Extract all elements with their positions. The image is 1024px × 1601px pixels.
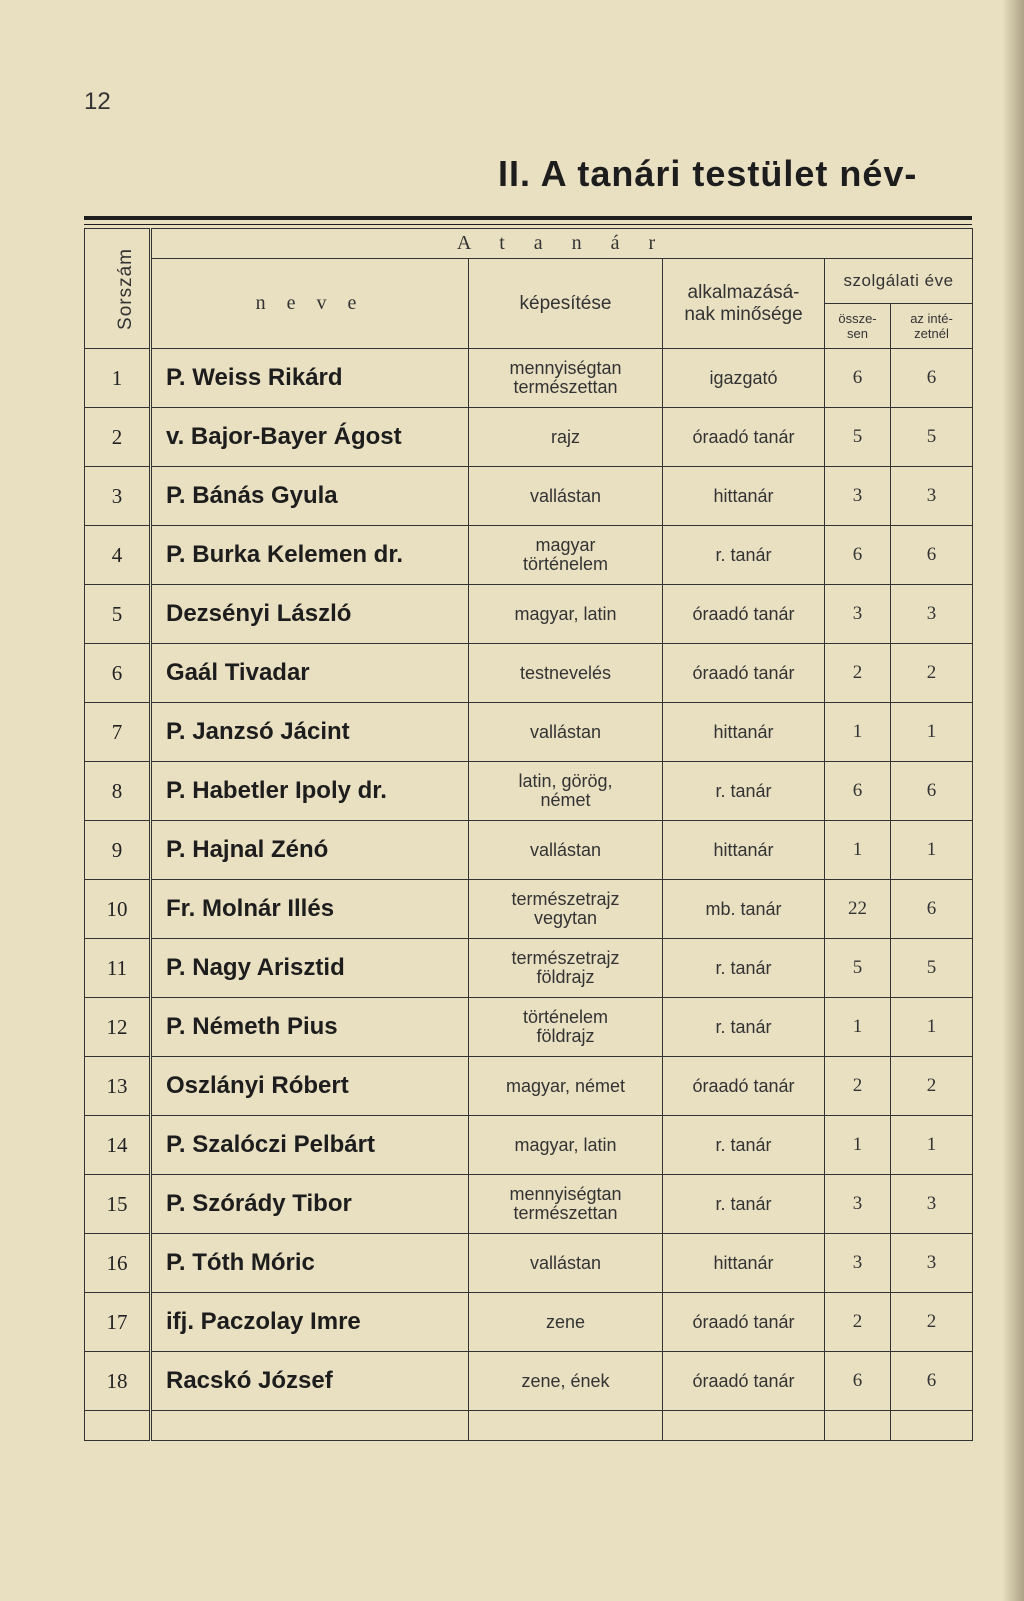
row-number: 12: [85, 998, 151, 1057]
row-number: 13: [85, 1057, 151, 1116]
qualification-cell: [469, 408, 663, 467]
years-total: 2: [825, 1293, 891, 1352]
qualification-cell: [469, 880, 663, 939]
row-number: 3: [85, 467, 151, 526]
years-institution: 2: [891, 1293, 973, 1352]
row-number: 9: [85, 821, 151, 880]
years-total: 2: [825, 644, 891, 703]
qualification-line1: zene, ének: [521, 1370, 610, 1391]
table-row: [85, 821, 973, 880]
years-total: 3: [825, 1234, 891, 1293]
years-total: 6: [825, 1352, 891, 1411]
years-institution: 3: [891, 1175, 973, 1234]
position-cell: hittanár: [663, 1234, 825, 1293]
position-cell: óraadó tanár: [663, 585, 825, 644]
years-total: 3: [825, 1175, 891, 1234]
table-row: [85, 408, 973, 467]
header-osszesen-line1: össze-: [838, 311, 877, 326]
row-number: 10: [85, 880, 151, 939]
position-cell: óraadó tanár: [663, 1293, 825, 1352]
title-rule-thick: [84, 216, 972, 220]
teacher-name: P. Habetler Ipoly dr.: [151, 762, 469, 821]
header-osszesen-line2: sen: [847, 326, 868, 341]
years-institution: 5: [891, 408, 973, 467]
qualification-line1: vallástan: [529, 485, 602, 506]
row-number: 15: [85, 1175, 151, 1234]
table-row: [85, 939, 973, 998]
row-number: 5: [85, 585, 151, 644]
row-number: 18: [85, 1352, 151, 1411]
title-rule-thin: [84, 224, 972, 225]
end-cell: [891, 1411, 973, 1441]
table-row: [85, 880, 973, 939]
page-title: II. A tanári testület név-: [498, 153, 918, 194]
years-institution: 6: [891, 1352, 973, 1411]
years-institution: 1: [891, 703, 973, 762]
position-cell: r. tanár: [663, 1175, 825, 1234]
header-intezetnel-line1: az inté-: [910, 311, 953, 326]
qualification-line1: történelem: [522, 1007, 609, 1027]
header-szolgalati-eve: szolgálati éve: [825, 259, 973, 304]
position-cell: r. tanár: [663, 526, 825, 585]
qualification-line1: magyar, német: [505, 1075, 626, 1096]
years-total: 1: [825, 1116, 891, 1175]
years-institution: 6: [891, 349, 973, 408]
header-alkalmazas: [663, 259, 825, 349]
qualification-cell: [469, 644, 663, 703]
years-institution: 3: [891, 1234, 973, 1293]
teacher-name: ifj. Paczolay Imre: [151, 1293, 469, 1352]
table-row: [85, 1175, 973, 1234]
table-row: [85, 585, 973, 644]
teacher-name: P. Nagy Arisztid: [151, 939, 469, 998]
end-cell: [151, 1411, 469, 1441]
years-institution: 3: [891, 585, 973, 644]
header-sorszam: [85, 229, 151, 349]
qualification-cell: [469, 1352, 663, 1411]
table-row: [85, 1234, 973, 1293]
teacher-name: P. Tóth Móric: [151, 1234, 469, 1293]
qualification-line1: természetrajz: [511, 948, 620, 968]
row-number: 2: [85, 408, 151, 467]
header-alkalmazas-line1: alkalmazásá-: [687, 281, 800, 303]
table-row: [85, 1293, 973, 1352]
qualification-cell: [469, 526, 663, 585]
qualification-cell: [469, 1116, 663, 1175]
position-cell: óraadó tanár: [663, 644, 825, 703]
position-cell: mb. tanár: [663, 880, 825, 939]
qualification-line2: természettan: [513, 377, 618, 397]
position-cell: hittanár: [663, 821, 825, 880]
years-total: 22: [825, 880, 891, 939]
row-number: 6: [85, 644, 151, 703]
table-row: [85, 703, 973, 762]
years-total: 2: [825, 1057, 891, 1116]
qualification-line1: zene: [545, 1311, 586, 1332]
qualification-cell: [469, 762, 663, 821]
qualification-line1: vallástan: [529, 721, 602, 742]
qualification-line1: testnevelés: [519, 662, 612, 683]
qualification-cell: [469, 585, 663, 644]
years-total: 3: [825, 467, 891, 526]
qualification-line2: történelem: [522, 554, 609, 574]
qualification-line1: magyar, latin: [514, 1134, 617, 1155]
teacher-name: Dezsényi László: [151, 585, 469, 644]
position-cell: r. tanár: [663, 762, 825, 821]
teacher-name: P. Hajnal Zénó: [151, 821, 469, 880]
qualification-cell: [469, 1234, 663, 1293]
header-a-tanar: A t a n á r: [151, 229, 973, 259]
qualification-cell: [469, 998, 663, 1057]
years-institution: 5: [891, 939, 973, 998]
table-row: [85, 762, 973, 821]
table-row: [85, 1352, 973, 1411]
qualification-cell: [469, 1057, 663, 1116]
qualification-line1: magyar: [535, 535, 596, 555]
years-total: 6: [825, 762, 891, 821]
end-cell: [469, 1411, 663, 1441]
years-total: 6: [825, 349, 891, 408]
years-total: 5: [825, 939, 891, 998]
faculty-table-wrapper: [84, 228, 972, 1441]
teacher-name: Racskó József: [151, 1352, 469, 1411]
table-end-row: [85, 1411, 973, 1441]
qualification-cell: [469, 703, 663, 762]
years-total: 3: [825, 585, 891, 644]
row-number: 7: [85, 703, 151, 762]
table-row: [85, 349, 973, 408]
table-row: [85, 1057, 973, 1116]
table-row: [85, 998, 973, 1057]
row-number: 14: [85, 1116, 151, 1175]
qualification-cell: [469, 939, 663, 998]
teacher-name: Fr. Molnár Illés: [151, 880, 469, 939]
teacher-name: P. Szalóczi Pelbárt: [151, 1116, 469, 1175]
qualification-line2: földrajz: [536, 967, 595, 987]
position-cell: igazgató: [663, 349, 825, 408]
header-alkalmazas-line2: nak minősége: [684, 303, 803, 325]
header-row-group: [85, 229, 973, 259]
years-institution: 6: [891, 880, 973, 939]
page-number: 12: [84, 88, 111, 115]
years-institution: 6: [891, 762, 973, 821]
qualification-cell: [469, 1293, 663, 1352]
row-number: 16: [85, 1234, 151, 1293]
qualification-cell: [469, 467, 663, 526]
faculty-table: [84, 228, 973, 1441]
position-cell: óraadó tanár: [663, 408, 825, 467]
qualification-line1: rajz: [550, 426, 580, 447]
header-kepesitese: képesítése: [469, 259, 663, 349]
end-cell: [663, 1411, 825, 1441]
position-cell: r. tanár: [663, 939, 825, 998]
teacher-name: P. Szórády Tibor: [151, 1175, 469, 1234]
row-number: 17: [85, 1293, 151, 1352]
row-number: 1: [85, 349, 151, 408]
table-row: [85, 526, 973, 585]
qualification-line2: földrajz: [536, 1026, 595, 1046]
teacher-name: Gaál Tivadar: [151, 644, 469, 703]
header-neve: n e v e: [151, 259, 469, 349]
qualification-line2: természettan: [513, 1203, 618, 1223]
teacher-name: Oszlányi Róbert: [151, 1057, 469, 1116]
teacher-name: P. Weiss Rikárd: [151, 349, 469, 408]
qualification-line2: vegytan: [533, 908, 598, 928]
qualification-line2: német: [540, 790, 591, 810]
header-osszesen: [825, 304, 891, 349]
teacher-name: v. Bajor-Bayer Ágost: [151, 408, 469, 467]
years-institution: 1: [891, 1116, 973, 1175]
qualification-line1: mennyiségtan: [509, 1184, 622, 1204]
years-institution: 1: [891, 821, 973, 880]
page-edge-shadow: [1002, 0, 1024, 1601]
header-row-columns: [85, 259, 973, 304]
position-cell: óraadó tanár: [663, 1057, 825, 1116]
header-intezetnel-line2: zetnél: [914, 326, 949, 341]
qualification-line1: magyar, latin: [514, 603, 617, 624]
row-number: 8: [85, 762, 151, 821]
row-number: 11: [85, 939, 151, 998]
qualification-cell: [469, 821, 663, 880]
years-institution: 3: [891, 467, 973, 526]
table-row: [85, 644, 973, 703]
qualification-cell: [469, 349, 663, 408]
header-sorszam-label: Sorszám: [114, 247, 136, 330]
teacher-name: P. Burka Kelemen dr.: [151, 526, 469, 585]
years-institution: 6: [891, 526, 973, 585]
qualification-line1: latin, görög,: [518, 771, 613, 791]
qualification-line1: mennyiségtan: [509, 358, 622, 378]
position-cell: hittanár: [663, 703, 825, 762]
table-row: [85, 1116, 973, 1175]
table-row: [85, 467, 973, 526]
teacher-name: P. Janzsó Jácint: [151, 703, 469, 762]
position-cell: r. tanár: [663, 998, 825, 1057]
position-cell: r. tanár: [663, 1116, 825, 1175]
years-total: 1: [825, 821, 891, 880]
years-total: 6: [825, 526, 891, 585]
position-cell: hittanár: [663, 467, 825, 526]
qualification-line1: természetrajz: [511, 889, 620, 909]
years-institution: 2: [891, 1057, 973, 1116]
qualification-line1: vallástan: [529, 839, 602, 860]
years-institution: 1: [891, 998, 973, 1057]
teacher-name: P. Németh Pius: [151, 998, 469, 1057]
qualification-cell: [469, 1175, 663, 1234]
row-number: 4: [85, 526, 151, 585]
end-cell: [85, 1411, 151, 1441]
years-total: 1: [825, 998, 891, 1057]
position-cell: óraadó tanár: [663, 1352, 825, 1411]
years-total: 5: [825, 408, 891, 467]
header-intezetnel: [891, 304, 973, 349]
qualification-line1: vallástan: [529, 1252, 602, 1273]
end-cell: [825, 1411, 891, 1441]
years-total: 1: [825, 703, 891, 762]
years-institution: 2: [891, 644, 973, 703]
teacher-name: P. Bánás Gyula: [151, 467, 469, 526]
